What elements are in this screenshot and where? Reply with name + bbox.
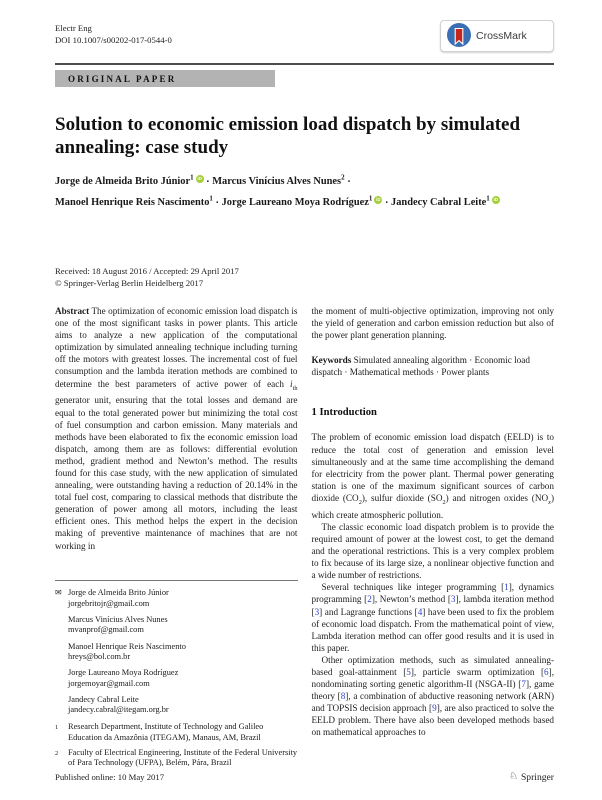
article-type-badge: ORIGINAL PAPER <box>55 70 275 87</box>
orcid-icon[interactable]: iD <box>376 196 381 202</box>
author: Jorge de Almeida Brito Júnior$^1$ iD <box>55 174 202 188</box>
citation-ref[interactable]: 4 <box>417 606 423 617</box>
right-column <box>312 305 555 769</box>
author: Jandecy Cabral Leite$^1$ iD <box>391 194 499 209</box>
article-meta <box>55 265 554 289</box>
introduction-paragraphs <box>312 431 555 738</box>
orcid-icon[interactable]: iD <box>197 176 202 181</box>
citation-ref[interactable]: 2 <box>367 594 372 605</box>
introduction-paragraph: Other optimization methods, such as simulated annealing-based goal-attainment [5], particle swarm optimization [6], nondominating sorting genetic algorithm-II (NSGA-II) [7], game theory [8], a combination of abductive reasoning network (ARN) and TOPSIS decision approach [9], are also practiced to solve the EELD problem. There have also been developed methods based on mathematical approaches to <box>311 654 555 738</box>
authors-line-1: Jorge de Almeida Brito Júnior$^1$ iD · Marcus Vinícius Alves Nunes$^2$ · <box>55 174 351 188</box>
page-footer <box>55 772 554 783</box>
citation-ref[interactable]: 5 <box>406 667 411 678</box>
contact-entry <box>55 668 298 689</box>
crossmark-icon <box>446 22 472 50</box>
page-header <box>55 22 554 52</box>
section-heading-introduction: 1 Introduction <box>311 407 377 419</box>
keywords-paragraph <box>312 354 555 378</box>
citation-ref[interactable]: 8 <box>340 691 346 702</box>
author: Marcus Vinícius Alves Nunes$^2$ <box>212 174 345 188</box>
crossmark-badge[interactable] <box>440 20 554 52</box>
contact-list <box>55 615 298 716</box>
orcid-icon[interactable]: iD <box>493 196 499 202</box>
doi: DOI 10.1007/s00202-017-0544-0 <box>55 35 172 45</box>
author: Manoel Henrique Reis Nascimento$^1$ <box>55 194 213 209</box>
envelope-icon: ✉ <box>55 588 62 598</box>
corresponding-author-entry <box>55 588 298 609</box>
contact-name: Manoel Henrique Reis Nascimento <box>68 641 186 651</box>
contact-email[interactable]: hreys@bol.com.br <box>68 652 131 662</box>
contact-name: Jandecy Cabral Leite <box>68 694 139 704</box>
journal-name: Electr Eng <box>55 23 92 33</box>
contact-name: Jorge Laureano Moya Rodríguez <box>68 668 179 678</box>
body-columns <box>55 305 554 769</box>
contact-email[interactable]: jandecy.cabral@itegam.org.br <box>68 705 169 715</box>
citation-ref[interactable]: 7 <box>521 679 526 690</box>
springer-logo <box>509 772 554 783</box>
author: Jorge Laureano Moya Rodríguez$^1$ iD <box>221 194 381 209</box>
contact-email[interactable]: jorgemoyar@gmail.com <box>68 678 150 688</box>
corresponding-author-email[interactable]: jorgebritojr@gmail.com <box>68 598 150 608</box>
affiliation-list <box>55 722 298 769</box>
footnote-block <box>55 580 298 769</box>
header-divider <box>55 63 554 65</box>
authors-line-2: Manoel Henrique Reis Nascimento$^1$ · Jorge Laureano Moya Rodríguez$^1$ iD · Jandecy Cabral Leite$^1$ iD <box>55 194 499 209</box>
contact-entry <box>55 695 298 716</box>
contact-entry <box>55 615 298 636</box>
received-accepted: Received: 18 August 2016 / Accepted: 29 April 2017 <box>55 265 239 276</box>
page-title: Solution to economic emission load dispatch by simulated annealing: case study <box>55 114 521 158</box>
footnote-divider <box>55 580 298 581</box>
affiliation-entry: 2 Faculty of Electrical Engineering, Institute of the Federal University of Para Technology (UFPA), Belém, Pára, Brazil <box>55 747 298 768</box>
citation-ref[interactable]: 3 <box>450 594 456 605</box>
corresponding-author-name: Jorge de Almeida Brito Júnior <box>68 588 169 598</box>
springer-wordmark: Springer <box>520 771 554 783</box>
abstract-label: Abstract <box>55 305 90 316</box>
left-column <box>55 305 298 769</box>
contact-name: Marcus Vinícius Alves Nunes <box>68 614 168 624</box>
introduction-paragraph: The classic economic load dispatch problem is to provide the required amount of power at the lowest cost, to get the demand and the operational restrictions. This is a very complex problem to fix because of its large size, a nonlinear objective function and a wide number of restrictions. <box>311 521 554 581</box>
affiliation-entry: 1 Research Department, Institute of Technology and Galileo Education da Amazônia (ITEGAM), Manaus, AM, Brazil <box>55 722 264 742</box>
keywords-text: Simulated annealing algorithm · Economic load dispatch · Mathematical methods · Power plants <box>311 355 530 378</box>
citation-ref[interactable]: 6 <box>544 667 549 678</box>
introduction-paragraph: The problem of economic emission load dispatch (EELD) is to reduce the total cost of generation and emission level simultaneously and at the same time accomplishing the demand for electricity from the power plant. Thermal power generating station is one of the maximum significant sources of carbon dioxide $(CO_2)$, sulfur dioxide $(SO_2)$ and nitrogen oxides $(NO_x)$ which create atmospheric pollution. <box>311 432 555 520</box>
contact-entry <box>55 642 298 663</box>
citation-ref[interactable]: 1 <box>504 582 509 593</box>
abstract-continued: the moment of multi-objective optimization, improving not only the yield of generation and carbon emission reduction but also of the power plant generation planning. <box>311 305 554 341</box>
authors-block <box>55 170 554 212</box>
citation-ref[interactable]: 9 <box>432 703 437 714</box>
copyright-line: © Springer-Verlag Berlin Heidelberg 2017 <box>55 277 204 288</box>
keywords-label: Keywords <box>311 355 352 366</box>
crossmark-label: CrossMark <box>476 30 527 42</box>
published-online: Published online: 10 May 2017 <box>55 772 165 783</box>
introduction-paragraph: Several techniques like integer programming [1], dynamics programming [2], Newton’s method [3], lambda iteration method [3] and Lagrange functions [4] have been used to fix the problem of economic load dispatch. From the mathematical point of view, Lambda iteration method can offer good results and it is used in this paper. <box>311 582 555 653</box>
abstract-paragraph <box>55 305 298 552</box>
springer-knight-icon: ♘ <box>508 771 518 783</box>
contact-email[interactable]: mvanprof@gmail.com <box>68 625 144 635</box>
abstract-text: The optimization of economic emission load dispatch is one of the most significant tasks in power plants. This article aims to analyze a new application of the computational optimization by simulated annealing technique including turning off the motors with greatest losses. The incremental cost of fuel consumption and the lambda iteration methods are combined to determine the best parameters of active power of each $i_{th}$ generator unit, ensuring that the total losses and demand are equal to the total generated power but minimizing the total cost of fuel consumption and carbon emission. Many materials and methods have been elaborated to fix the economic emission load dispatch, among them are as follows: differential evolution method, gradient method and Newton’s method. The results found for this case study, with the new application of simulated annealing, were outstanding having a reduction of 20.14% in the total fuel cost, comparing to classical methods that distribute the generation of power among all motors, including the least efficient ones. This method helps the expert in the decision making of preventive maintenance of machines that are not working in <box>55 305 298 551</box>
citation-ref[interactable]: 3 <box>314 606 320 617</box>
